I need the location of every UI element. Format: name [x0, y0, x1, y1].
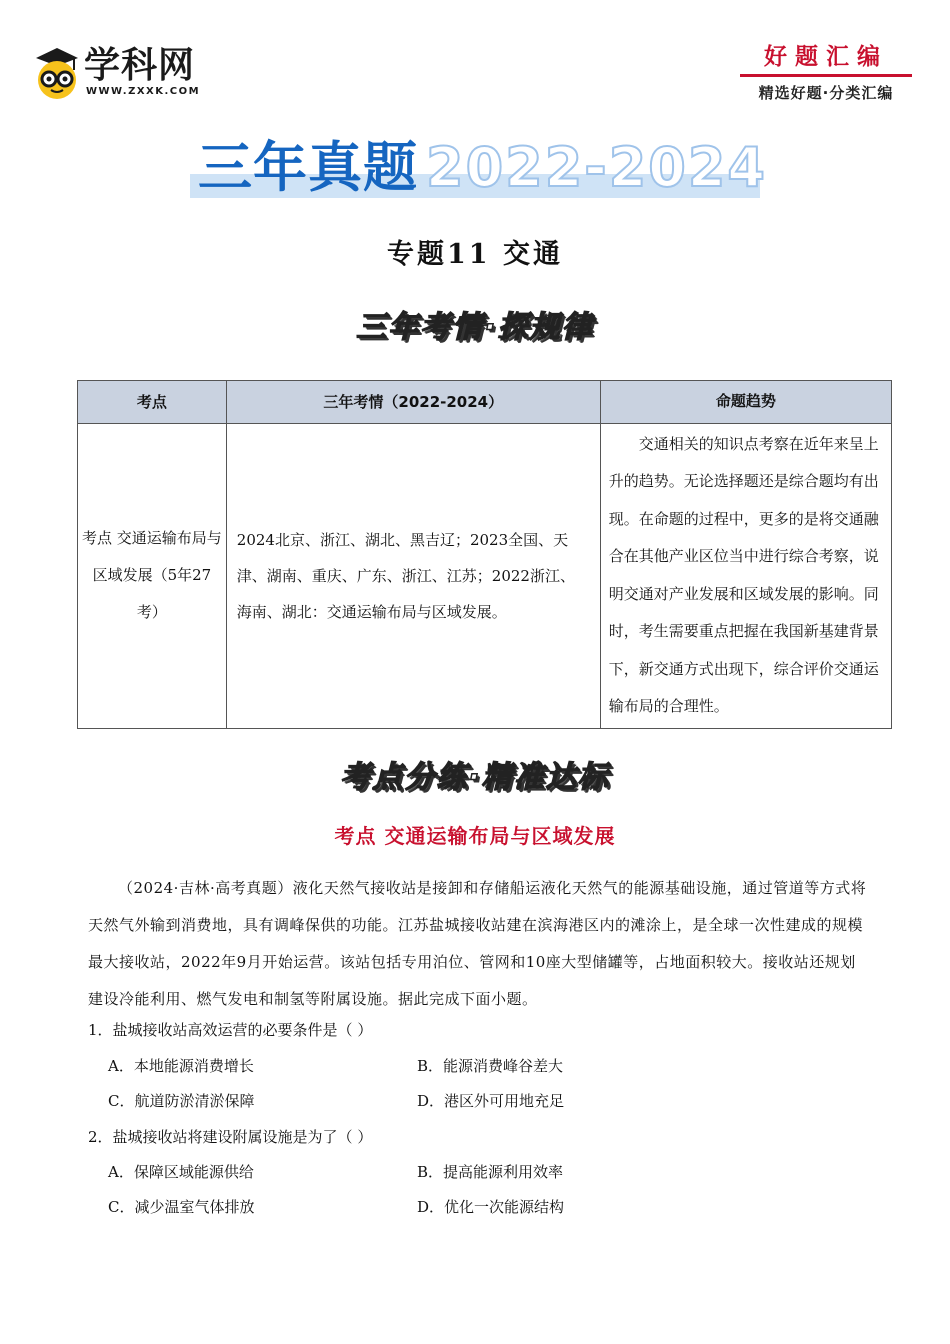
cell-trend: 交通相关的知识点考察在近年来呈上升的趋势。无论选择题还是综合题均有出现。在命题的过程中，更多的是将交通融合在其他产业区位当中进行综合考察，说明交通对产业发展和区域发展的影响。同时，考生需要重点把握在我国新基建背景下，新交通方式出现下，综合评价交通运输布局的合理性。 [600, 423, 891, 728]
section-heading-trends: 三年考情·探规律 [356, 310, 594, 345]
question-2-option-c[interactable]: C．减少温室气体排放 [108, 1198, 255, 1216]
column-header-history: 三年考情（2022-2024） [226, 381, 600, 424]
banner-text [198, 136, 767, 200]
question-2-option-b[interactable]: B．提高能源利用效率 [417, 1163, 564, 1181]
question-2-option-d[interactable]: D．优化一次能源结构 [417, 1198, 565, 1216]
column-header-trend: 命题趋势 [600, 381, 891, 424]
logo-name: 学科网 [84, 45, 196, 86]
question-2-stem: 2．盐城接收站将建设附属设施是为了（ ） [88, 1128, 373, 1146]
table-row [78, 423, 892, 728]
question-1-option-c[interactable]: C．航道防淤清淤保障 [108, 1092, 255, 1110]
logo [32, 44, 222, 104]
table-header-row [78, 381, 892, 424]
question-1-option-d[interactable]: D．港区外可用地充足 [417, 1092, 565, 1110]
question-1-option-a[interactable]: A．本地能源消费增长 [108, 1057, 254, 1075]
cell-history: 2024北京、浙江、湖北、黑吉辽；2023全国、天津、湖南、重庆、广东、浙江、江苏；2022浙江、海南、湖北：交通运输布局与区域发展。 [226, 423, 600, 728]
banner-years: 2022-2024 [426, 136, 767, 199]
question-1-stem: 1．盐城接收站高效运营的必要条件是（ ） [88, 1021, 373, 1039]
cell-point: 考点 交通运输布局与区域发展（5年27考） [78, 423, 227, 728]
topic-title: 专题11 交通 [387, 239, 563, 270]
question-1-option-b[interactable]: B．能源消费峰谷差大 [417, 1057, 564, 1075]
column-header-point: 考点 [78, 381, 227, 424]
logo-url: WWW.ZXXK.COM [86, 86, 201, 97]
exam-analysis-table [77, 380, 892, 729]
section-heading-practice: 考点分练·精准达标 [340, 760, 610, 795]
reading-passage: （2024·吉林·高考真题）液化天然气接收站是接卸和存储船运液化天然气的能源基础设施，通过管道等方式将天然气外输到消费地，具有调峰保供的功能。江苏盐城接收站建在滨海港区内的滩涂上，是全球一次性建成的规模最大接收站，2022年9月开始运营。该站包括专用泊位、管网和10座大型储罐等，占地面积较大。接收站还规划建设冷能利用、燃气发电和制氢等附属设施。据此完成下面小题。 [88, 879, 867, 1008]
mascot-icon [32, 44, 82, 100]
brand-badge [740, 42, 912, 103]
brand-subtitle: 精选好题·分类汇编 [758, 84, 894, 102]
question-2-option-a[interactable]: A．保障区域能源供给 [108, 1163, 254, 1181]
brand-title: 好题汇编 [764, 44, 888, 70]
knowledge-point-title: 考点 交通运输布局与区域发展 [334, 824, 616, 848]
banner-title: 三年真题 [198, 136, 418, 199]
title-banner [190, 136, 767, 202]
brand-divider [740, 74, 912, 77]
